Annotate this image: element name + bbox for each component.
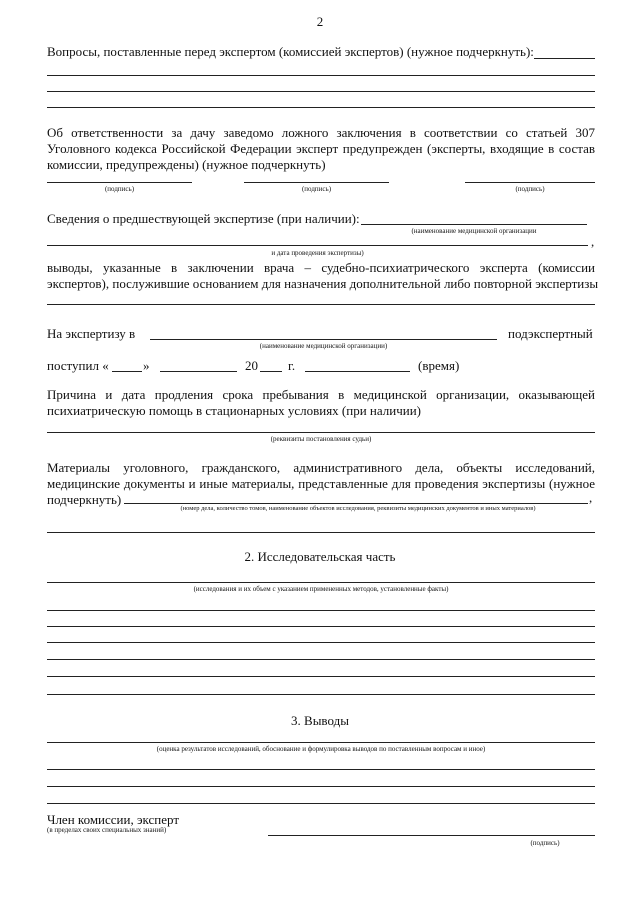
previous-expertise-caption: и дата проведения экспертизы): [271, 249, 364, 257]
admission-label: На экспертизу в: [47, 326, 136, 341]
year-field-line[interactable]: [260, 371, 282, 372]
signature-caption: (подпись): [301, 185, 332, 193]
previous-expertise-caption: (наименование медицинской организации: [411, 227, 537, 235]
research-heading: 2. Исследовательская часть: [244, 549, 396, 564]
responsibility-line: Об ответственности за дачу заведомо ложного заключения в соответствии со статьей 307: [47, 125, 595, 140]
time-field-line[interactable]: [305, 371, 410, 372]
materials-field-line[interactable]: [124, 503, 588, 504]
extension-field-line[interactable]: [47, 432, 595, 433]
time-label: (время): [418, 358, 460, 373]
previous-conclusions-field-line[interactable]: [47, 304, 595, 305]
conclusions-caption: (оценка результатов исследований, обоснование и формулировка выводов по поставленным вопросам и иное): [156, 745, 486, 753]
materials-line: Материалы уголовного, гражданского, административного дела, объекты исследований,: [47, 460, 595, 475]
research-field-line[interactable]: [47, 659, 595, 660]
materials-caption: (номер дела, количество томов, наименование объектов исследования, реквизиты медицинских документов и иных материалов): [180, 505, 536, 512]
previous-expertise-label: Сведения о предшествующей экспертизе (при наличии):: [47, 211, 360, 226]
signature-field-line[interactable]: [465, 182, 595, 183]
extension-caption: (реквизиты постановления судьи): [270, 435, 372, 443]
responsibility-line: комиссии, предупреждены) (нужное подчеркнуть): [47, 157, 326, 172]
materials-line: подчеркнуть): [47, 492, 122, 507]
conclusions-heading: 3. Выводы: [291, 713, 349, 728]
research-field-line[interactable]: [47, 582, 595, 583]
extension-line: психиатрическую помощь в стационарных условиях (при наличии): [47, 403, 421, 418]
questions-field-line[interactable]: [47, 75, 595, 76]
extension-line: Причина и дата продления срока пребывания в медицинской организации, оказывающей: [47, 387, 595, 402]
research-caption: (исследования и их объем с указанием примененных методов, установленные факты): [193, 585, 449, 593]
signature-caption: (подпись): [104, 185, 135, 193]
expert-signature-caption: (подпись): [530, 839, 560, 847]
signature-sublabel: (в пределах своих специальных знаний): [47, 826, 167, 834]
conclusions-field-line[interactable]: [47, 803, 595, 804]
research-field-line[interactable]: [47, 610, 595, 611]
signature-field-line[interactable]: [47, 182, 192, 183]
comma-mark: ,: [589, 490, 593, 505]
conclusions-field-line[interactable]: [47, 786, 595, 787]
research-field-line[interactable]: [47, 676, 595, 677]
year-suffix: г.: [288, 358, 296, 373]
research-field-line[interactable]: [47, 694, 595, 695]
comma-mark: ,: [591, 234, 595, 249]
previous-expertise-field-line[interactable]: [47, 245, 588, 246]
close-quote: »: [143, 358, 150, 373]
conclusions-field-line[interactable]: [47, 742, 595, 743]
previous-conclusions-line: выводы, указанные в заключении врача – судебно-психиатрического эксперта (комиссии: [47, 260, 595, 275]
previous-conclusions-line: экспертов), послужившие основанием для назначения дополнительной либо повторной экспертизы: [47, 276, 599, 291]
subject-label: подэкспертный: [508, 326, 593, 341]
questions-field-line[interactable]: [534, 58, 595, 59]
previous-expertise-field-line[interactable]: [361, 224, 587, 225]
conclusions-field-line[interactable]: [47, 769, 595, 770]
organization-caption: (наименование медицинской организации): [259, 342, 388, 350]
day-field-line[interactable]: [112, 371, 142, 372]
expert-signature-field-line[interactable]: [268, 835, 595, 836]
research-field-line[interactable]: [47, 626, 595, 627]
signature-label: Член комиссии, эксперт: [47, 812, 180, 827]
questions-field-line[interactable]: [47, 107, 595, 108]
questions-field-line[interactable]: [47, 91, 595, 92]
signature-field-line[interactable]: [244, 182, 389, 183]
organization-field-line[interactable]: [150, 339, 497, 340]
materials-field-line[interactable]: [47, 532, 595, 533]
materials-line: медицинские документы и иные материалы, представленные для проведения экспертизы (нужное: [47, 476, 595, 491]
page-number: 2: [316, 14, 324, 29]
signature-caption: (подпись): [515, 185, 545, 193]
responsibility-line: Уголовного кодекса Российской Федерации эксперт предупрежден (эксперты, входящие в состав: [47, 141, 595, 156]
arrived-label: поступил «: [47, 358, 109, 373]
research-field-line[interactable]: [47, 642, 595, 643]
year-prefix: 20: [245, 358, 258, 373]
questions-label: Вопросы, поставленные перед экспертом (комиссией экспертов) (нужное подчеркнуть):: [47, 44, 534, 59]
month-field-line[interactable]: [160, 371, 237, 372]
